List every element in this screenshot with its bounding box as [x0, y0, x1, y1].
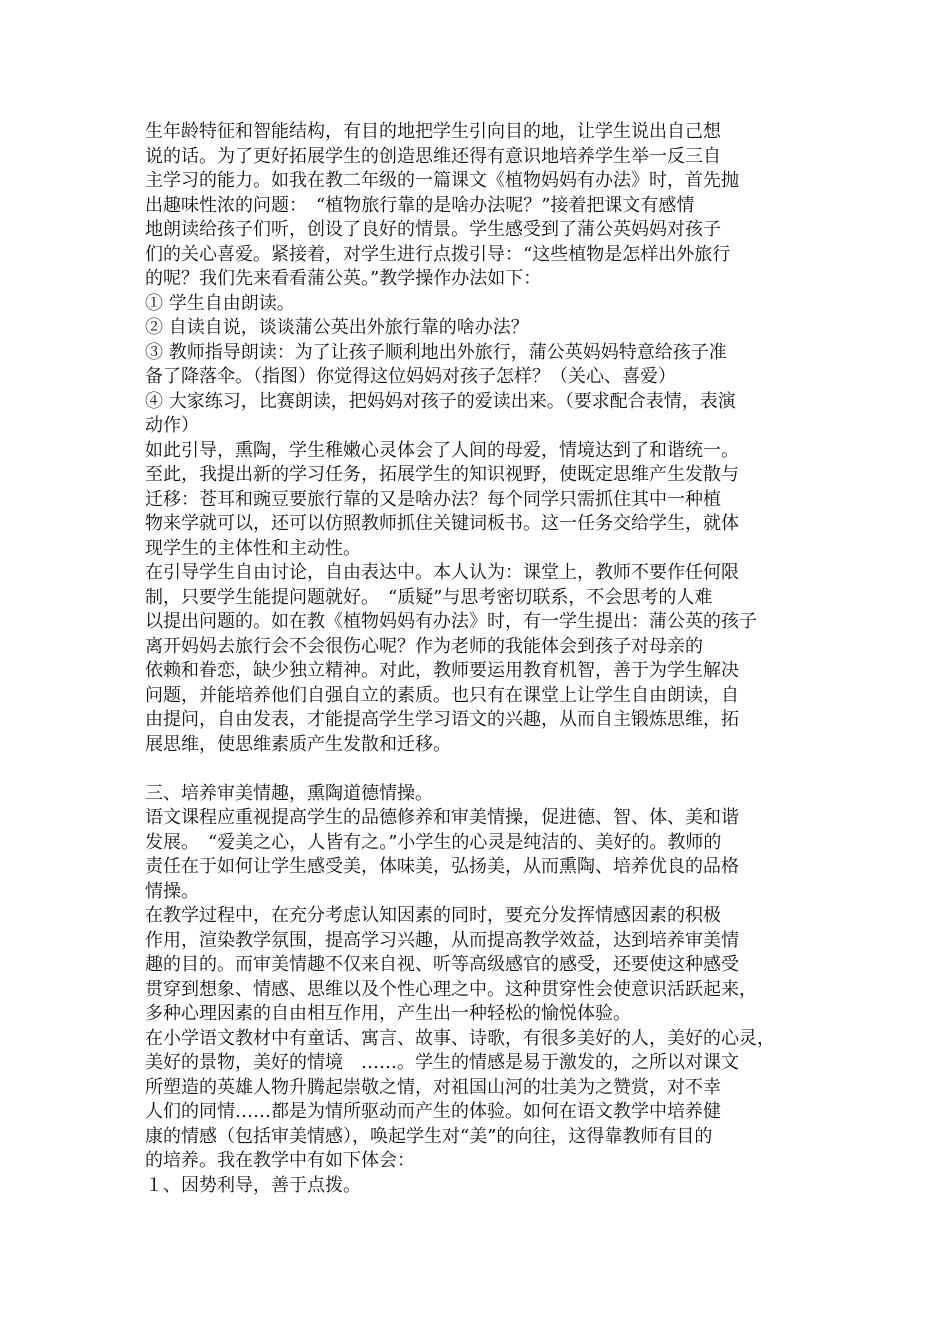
text-line: 以提出问题的。如在教《植物妈妈有办法》时，有一学生提出：蒲公英的孩子 [145, 611, 757, 632]
text-line: ③ 教师指导朗读：为了让孩子顺利地出外旅行，蒲公英妈妈特意给孩子准 [145, 341, 727, 363]
text-line: 现学生的主体性和主动性。 [145, 537, 361, 559]
text-line: 在教学过程中，在充分考虑认知因素的同时，要充分发挥情感因素的积极 [145, 905, 721, 926]
text-line: 离开妈妈去旅行会不会很伤心呢？作为老师的我能体会到孩子对母亲的 [145, 635, 703, 657]
blank-line [145, 757, 815, 782]
text-segment: 教材中有童话、寓言、故事、诗歌，有很多美好的人，美好的心灵， [235, 1027, 775, 1049]
text-line: 地朗读给孩子们听，创设了良好的情景。学生感受到了蒲公英妈妈对孩子 [145, 219, 721, 240]
text-line: 依赖和眷恋，缺少独立精神。对此，教师要运用教育机智，善于为学生解决 [145, 660, 739, 681]
text-line: １、因势利导，善于点拨。 [145, 1174, 361, 1196]
document-body [145, 120, 815, 1198]
text-line: 情操。 [145, 880, 199, 902]
text-segment: 在 [145, 1027, 163, 1049]
text-line: 的培养。我在教学中有如下体会： [145, 1150, 415, 1171]
text-line: 如此引导，熏陶，学生稚嫩心灵体会了人间的母爱，情境达到了和谐统一。 [145, 439, 739, 461]
text-line: 备了降落伞。（指图）你觉得这位妈妈对孩子怎样？（关心、喜爱） [145, 366, 676, 387]
paragraph-block-main [145, 120, 815, 1027]
text-line: 责任在于如何让学生感受美，体味美，弘扬美，从而熏陶、培养优良的品格 [145, 856, 739, 877]
text-line: 趣的目的。而审美情趣不仅来自视、听等高级感官的感受，还要使这种感受 [145, 954, 739, 975]
text-line: 美好的景物，美好的情境 ……。学生的情感是易于激发的，之所以对课文 [145, 1052, 739, 1073]
text-line: 所塑造的英雄人物升腾起崇敬之情，对祖国山河的壮美为之赞赏，对不幸 [145, 1076, 721, 1098]
text-line: ① 学生自由朗读。 [145, 292, 295, 314]
text-line: 贯穿到想象、情感、思维以及个性心理之中。这种贯穿性会使意识活跃起来， [145, 978, 757, 1000]
text-line: 动作） [145, 415, 199, 436]
text-line: 三、培养审美情趣，熏陶道德情操。 [145, 782, 433, 804]
text-line: ② 自读自说，谈谈蒲公英出外旅行靠的啥办法？ [145, 317, 529, 338]
text-line: 语文课程应重视提高学生的品德修养和审美情操，促进德、智、体、美和谐 [145, 807, 739, 828]
text-line: 主学习的能力。如我在教二年级的一篇课文《植物妈妈有办法》时，首先抛 [145, 170, 739, 191]
text-line: 发展。 “爱美之心，人皆有之。”小学生的心灵是纯洁的、美好的。教师的 [145, 831, 722, 853]
text-line: 们的关心喜爱。紧接着，对学生进行点拨引导：“这些植物是怎样出外旅行 [145, 243, 731, 265]
text-line: 展思维，使思维素质产生发散和迁移。 [145, 733, 451, 755]
text-line: 作用，渲染教学氛围，提高学习兴趣，从而提高教学效益，达到培养审美情 [145, 929, 739, 951]
text-line: 由提问，自由发表，才能提高学生学习语文的兴趣，从而自主锻炼思维，拓 [145, 709, 739, 730]
text-line: 制，只要学生能提问题就好。 “质疑”与思考密切联系，不会思考的人难 [145, 586, 713, 608]
text-line: 问题，并能培养他们自强自立的素质。也只有在课堂上让学生自由朗读，自 [145, 684, 739, 706]
text-line: ④ 大家练习，比赛朗读，把妈妈对孩子的爱读出来。（要求配合表情，表演 [145, 390, 736, 412]
keyword-link[interactable]: 小学语文 [163, 1027, 235, 1049]
text-line: 康的情感（包括审美情感），唤起学生对“美”的向往，这得靠教师有目的 [145, 1125, 713, 1147]
text-line-with-link [145, 1027, 815, 1052]
text-line: 生年龄特征和智能结构，有目的地把学生引向目的地，让学生说出自己想 [145, 121, 721, 142]
text-line: 的呢？我们先来看看蒲公英。”教学操作办法如下： [145, 268, 542, 289]
text-line: 至此，我提出新的学习任务，拓展学生的知识视野，使既定思维产生发散与 [145, 464, 739, 485]
text-line: 说的话。为了更好拓展学生的创造思维还得有意识地培养学生举一反三自 [145, 145, 721, 167]
text-line: 多种心理因素的自由相互作用，产生出一种轻松的愉悦体验。 [145, 1003, 631, 1024]
text-line: 出趣味性浓的问题： “植物旅行靠的是啥办法呢？”接着把课文有感情 [145, 194, 695, 216]
text-line: 在引导学生自由讨论，自由表达中。本人认为：课堂上，教师不要作任何限 [145, 562, 739, 583]
text-line: 物来学就可以，还可以仿照教师抓住关键词板书。这一任务交给学生，就体 [145, 513, 739, 534]
text-line: 人们的同情……都是为情所驱动而产生的体验。如何在语文教学中培养健 [145, 1101, 721, 1122]
paragraph-block-end [145, 1051, 815, 1198]
text-line: 迁移：苍耳和豌豆要旅行靠的又是啥办法？每个同学只需抓住其中一种植 [145, 488, 721, 510]
